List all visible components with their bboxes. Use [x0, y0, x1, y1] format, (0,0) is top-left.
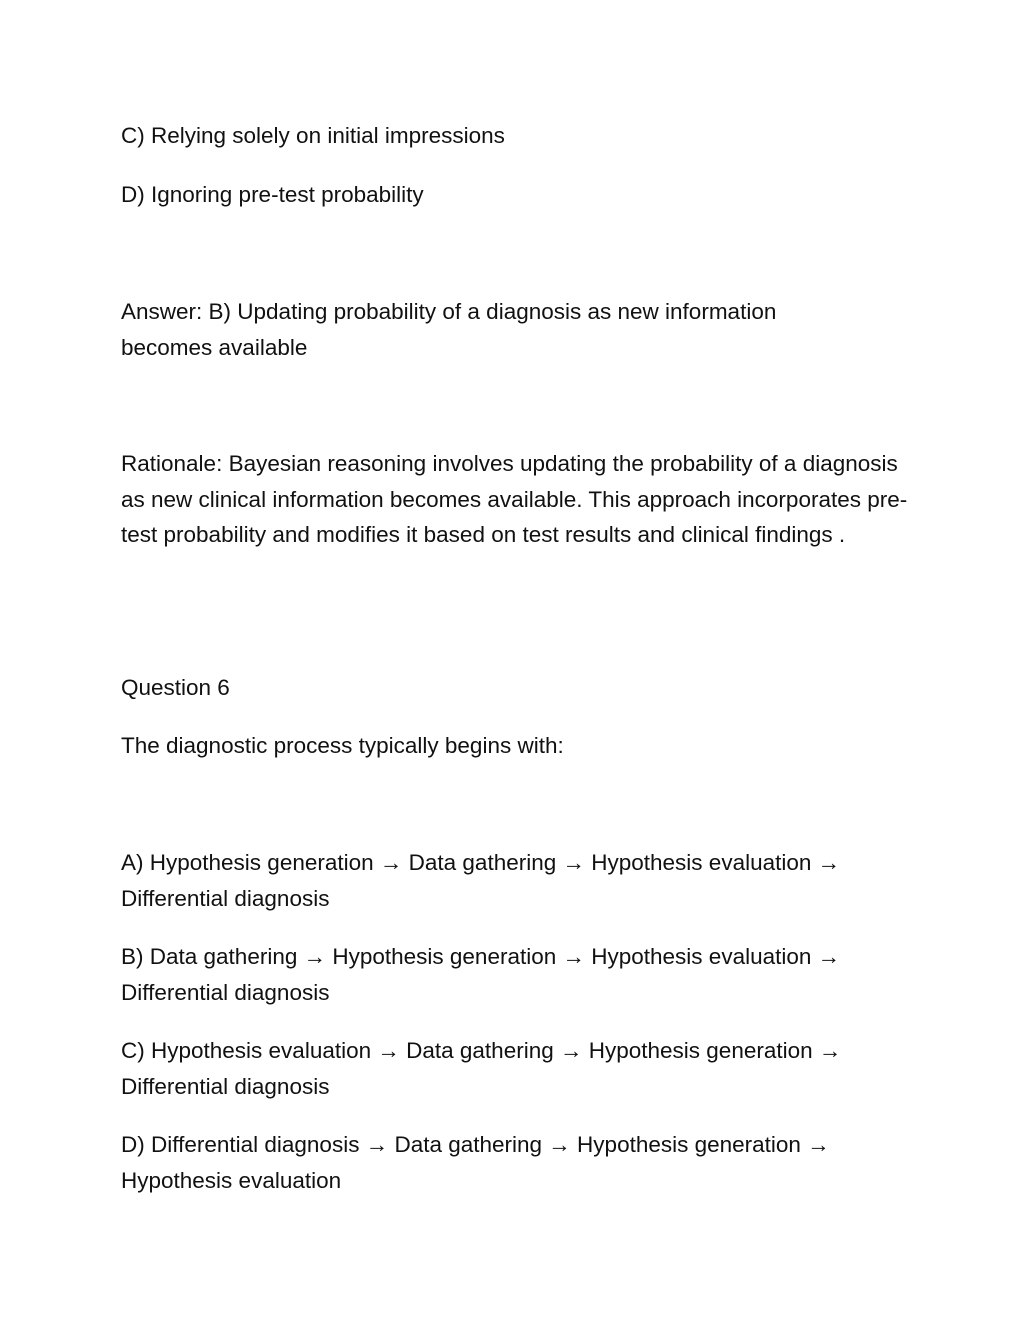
answer-text: Answer: B) Updating probability of a diagnosis as new information becomes available [121, 299, 777, 360]
option-c: C) Hypothesis evaluation → Data gathering → Hypothesis generation → Differential diagnosis [121, 1038, 842, 1099]
rationale-text: Rationale: Bayesian reasoning involves updating the probability of a diagnosis as new clinical information becomes available. This approach incorporates pre-test probability and modifies it based on test results and clinical findings . [121, 451, 908, 547]
prev-option-c: C) Relying solely on initial impressions [121, 123, 505, 148]
option-b: B) Data gathering → Hypothesis generation → Hypothesis evaluation → Differential diagnosis [121, 944, 841, 1005]
option-a: A) Hypothesis generation → Data gathering → Hypothesis evaluation → Differential diagnosis [121, 850, 841, 911]
option-d: D) Differential diagnosis → Data gathering → Hypothesis generation → Hypothesis evaluation [121, 1132, 830, 1193]
question-text: The diagnostic process typically begins with: [121, 733, 564, 758]
prev-option-d: D) Ignoring pre-test probability [121, 182, 424, 207]
question-heading: Question 6 [121, 675, 230, 700]
